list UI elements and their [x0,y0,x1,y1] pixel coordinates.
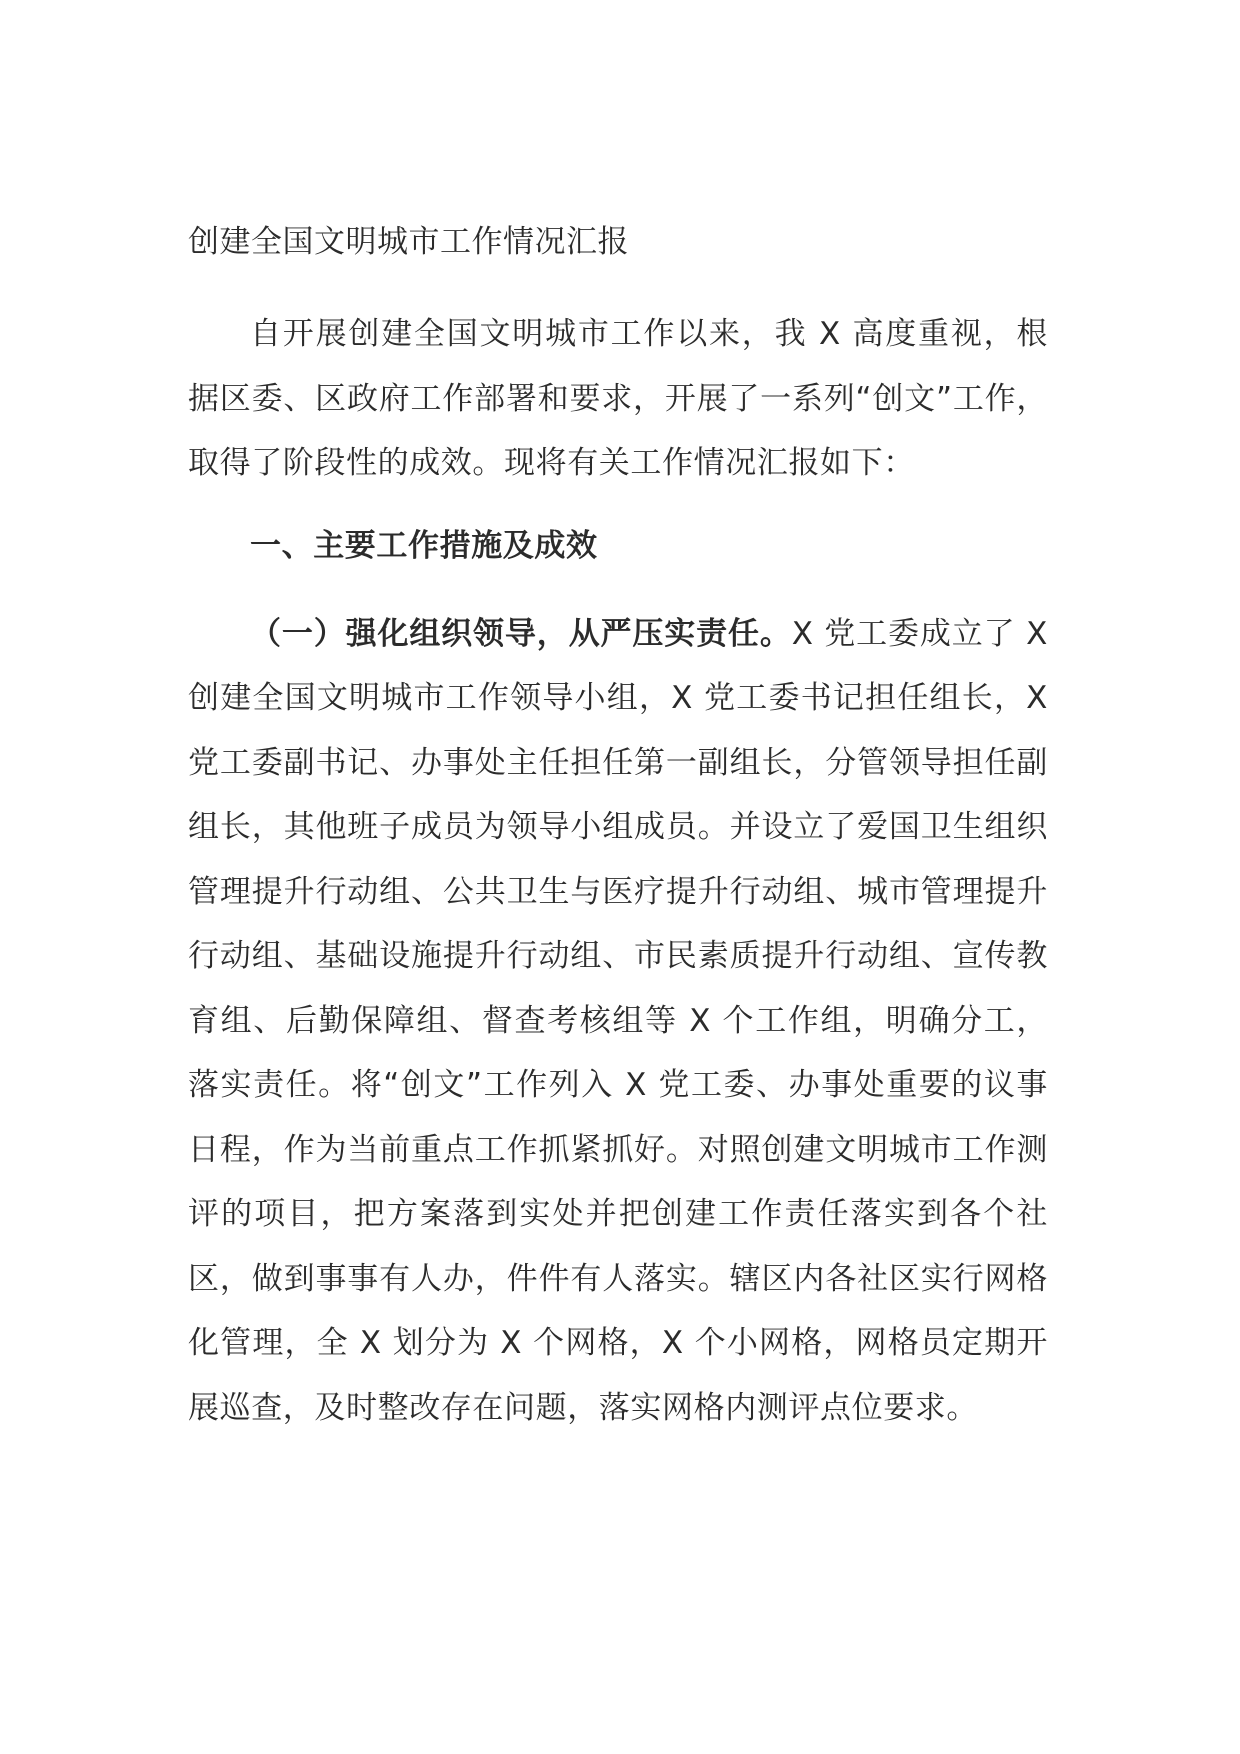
intro-paragraph: 自开展创建全国文明城市工作以来，我 X 高度重视，根据区委、区政府工作部署和要求，开展了一系列“创文”工作，取得了阶段性的成效。现将有关工作情况汇报如下： [188,316,1048,481]
section-paragraph [188,602,1048,1441]
paragraph-body: X 党工委成立了 X 创建全国文明城市工作领导小组，X 党工委书记担任组长，X 党工委副书记、办事处主任担任第一副组长，分管领导担任副组长，其他班子成员为领导小组成员。并设立了爱国卫生组织管理提升行动组、公共卫生与医疗提升行动组、城市管理提升行动组、基础设施提升行动组、市民素质提升行动组、宣传教育组、后勤保障组、督查考核组等 X 个工作组，明确分工，落实责任。将“创文”工作列入 X 党工委、办事处重要的议事日程，作为当前重点工作抓紧抓好。对照创建文明城市工作测评的项目，把方案落到实处并把创建工作责任落实到各个社区，做到事事有人办，件件有人落实。辖区内各社区实行网格化管理，全 X 划分为 X 个网格，X 个小网格，网格员定期开展巡查，及时整改存在问题，落实网格内测评点位要求。 [188,615,1048,1426]
document-title: 创建全国文明城市工作情况汇报 [188,224,629,260]
section-heading: 一、主要工作措施及成效 [250,527,598,564]
document-body [188,212,1048,1440]
paragraph-lead: （一）强化组织领导，从严压实责任。 [250,615,792,652]
